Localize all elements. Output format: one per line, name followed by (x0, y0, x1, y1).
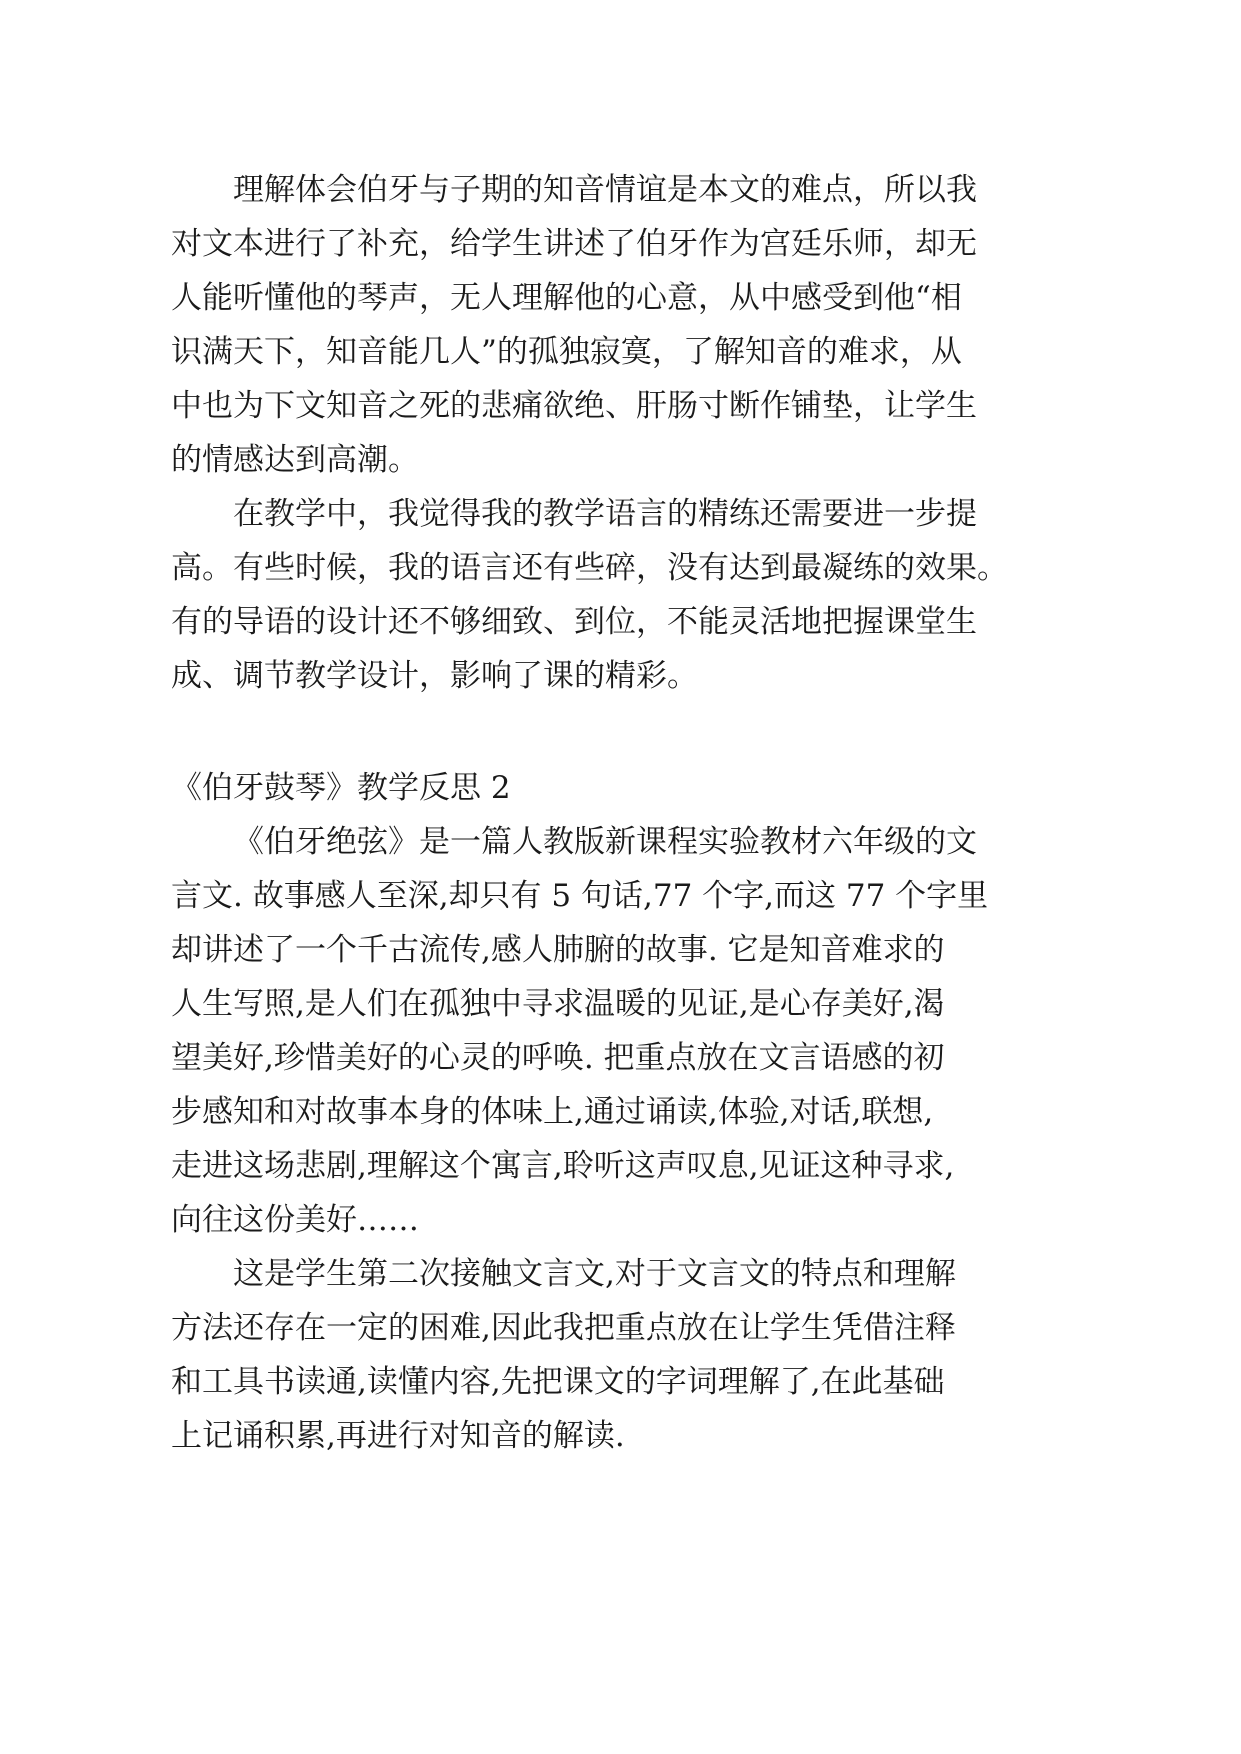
text-line (0, 538, 1241, 598)
paragraph-3-line-7: 走进这场悲剧,理解这个寓言,聆听这声叹息,见证这种寻求, (171, 1148, 955, 1184)
text-line (0, 1352, 1241, 1412)
text-line (0, 758, 1241, 818)
paragraph-2-line-2: 高。有些时候，我的语言还有些碎，没有达到最凝练的效果。 (171, 550, 1008, 586)
text-line (0, 1028, 1241, 1088)
text-line (0, 592, 1241, 652)
paragraph-3-line-1: 《伯牙绝弦》是一篇人教版新课程实验教材六年级的文 (233, 824, 977, 860)
paragraph-2-line-4: 成、调节教学设计，影响了课的精彩。 (171, 658, 698, 694)
paragraph-4-line-1: 这是学生第二次接触文言文,对于文言文的特点和理解 (233, 1256, 956, 1292)
text-line (0, 322, 1241, 382)
section-heading: 《伯牙鼓琴》教学反思 2 (171, 770, 511, 806)
paragraph-2-line-3: 有的导语的设计还不够细致、到位，不能灵活地把握课堂生 (171, 604, 977, 640)
paragraph-3-line-8: 向往这份美好…… (171, 1202, 419, 1238)
text-line (0, 974, 1241, 1034)
text-line (0, 484, 1241, 544)
paragraph-1-line-2: 对文本进行了补充，给学生讲述了伯牙作为宫廷乐师，却无 (171, 226, 977, 262)
paragraph-3-line-3: 却讲述了一个千古流传,感人肺腑的故事. 它是知音难求的 (171, 932, 945, 968)
paragraph-1-line-1: 理解体会伯牙与子期的知音情谊是本文的难点，所以我 (233, 172, 977, 208)
text-line (0, 1136, 1241, 1196)
text-line (0, 430, 1241, 490)
text-line (0, 268, 1241, 328)
text-line (0, 1082, 1241, 1142)
paragraph-1-line-6: 的情感达到高潮。 (171, 442, 419, 478)
paragraph-1-line-3: 人能听懂他的琴声，无人理解他的心意，从中感受到他“相 (171, 280, 962, 316)
paragraph-4-line-4: 上记诵积累,再进行对知音的解读. (171, 1418, 625, 1454)
paragraph-4-line-2: 方法还存在一定的困难,因此我把重点放在让学生凭借注释 (171, 1310, 956, 1346)
text-line (0, 812, 1241, 872)
paragraph-2-line-1: 在教学中，我觉得我的教学语言的精练还需要进一步提 (233, 496, 977, 532)
paragraph-3-line-6: 步感知和对故事本身的体味上,通过诵读,体验,对话,联想, (171, 1094, 934, 1130)
text-line (0, 214, 1241, 274)
paragraph-1-line-5: 中也为下文知音之死的悲痛欲绝、肝肠寸断作铺垫，让学生 (171, 388, 977, 424)
text-line (0, 866, 1241, 926)
paragraph-3-line-4: 人生写照,是人们在孤独中寻求温暖的见证,是心存美好,渴 (171, 986, 945, 1022)
text-line (0, 920, 1241, 980)
text-line (0, 1244, 1241, 1304)
text-line (0, 1406, 1241, 1466)
text-line (0, 160, 1241, 220)
paragraph-3-line-2: 言文. 故事感人至深,却只有 5 句话,77 个字,而这 77 个字里 (171, 878, 989, 914)
paragraph-4-line-3: 和工具书读通,读懂内容,先把课文的字词理解了,在此基础 (171, 1364, 945, 1400)
paragraph-1-line-4: 识满天下，知音能几人”的孤独寂寞，了解知音的难求，从 (171, 334, 962, 370)
paragraph-3-line-5: 望美好,珍惜美好的心灵的呼唤. 把重点放在文言语感的初 (171, 1040, 945, 1076)
text-line (0, 1298, 1241, 1358)
text-line (0, 376, 1241, 436)
text-line (0, 1190, 1241, 1250)
text-line (0, 646, 1241, 706)
